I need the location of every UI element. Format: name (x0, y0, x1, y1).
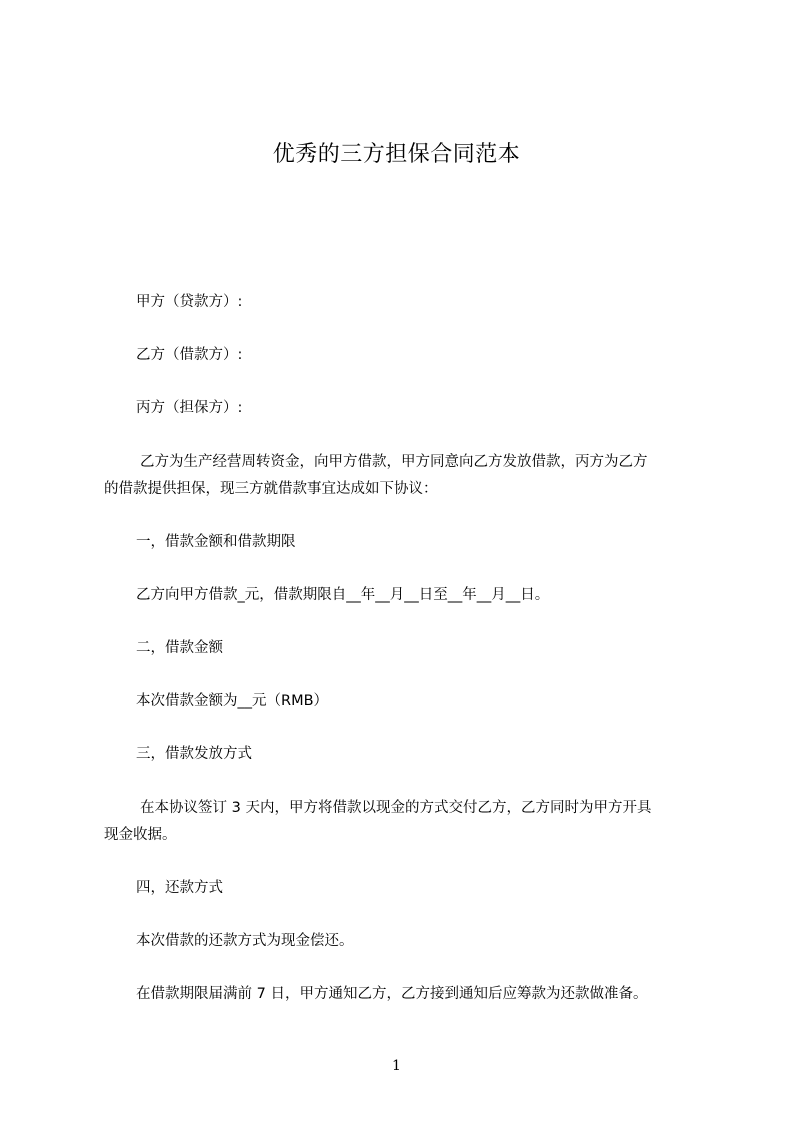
party-c-label: 丙方（担保方）: (136, 400, 243, 416)
section-4-heading: 四，还款方式 (136, 880, 223, 896)
intro-paragraph-line-2: 的借款提供担保，现三方就借款事宜达成如下协议： (104, 481, 438, 497)
page-number: 1 (392, 1058, 401, 1074)
section-4-body-1: 本次借款的还款方式为现金偿还。 (136, 933, 354, 949)
section-2-heading: 二，借款金额 (136, 640, 223, 656)
section-1-body: 乙方向甲方借款_元，借款期限自__年__月__日至__年__月__日。 (136, 587, 550, 603)
intro-paragraph-line-1: 乙方为生产经营周转资金，向甲方借款，甲方同意向乙方发放借款，丙方为乙方 (140, 454, 648, 470)
section-3-body-line-1: 在本协议签订 3 天内，甲方将借款以现金的方式交付乙方，乙方同时为甲方开具 (140, 800, 652, 816)
section-2-body: 本次借款金额为__元（RMB） (136, 693, 329, 709)
party-b-label: 乙方（借款方）: (136, 347, 243, 363)
section-4-body-2: 在借款期限届满前 7 日，甲方通知乙方，乙方接到通知后应筹款为还款做准备。 (136, 986, 648, 1002)
party-a-label: 甲方（贷款方）: (136, 294, 243, 310)
document-title: 优秀的三方担保合同范本 (272, 142, 521, 167)
section-1-heading: 一，借款金额和借款期限 (136, 534, 296, 550)
section-3-heading: 三，借款发放方式 (136, 746, 252, 762)
section-3-body-line-2: 现金收据。 (104, 827, 177, 843)
